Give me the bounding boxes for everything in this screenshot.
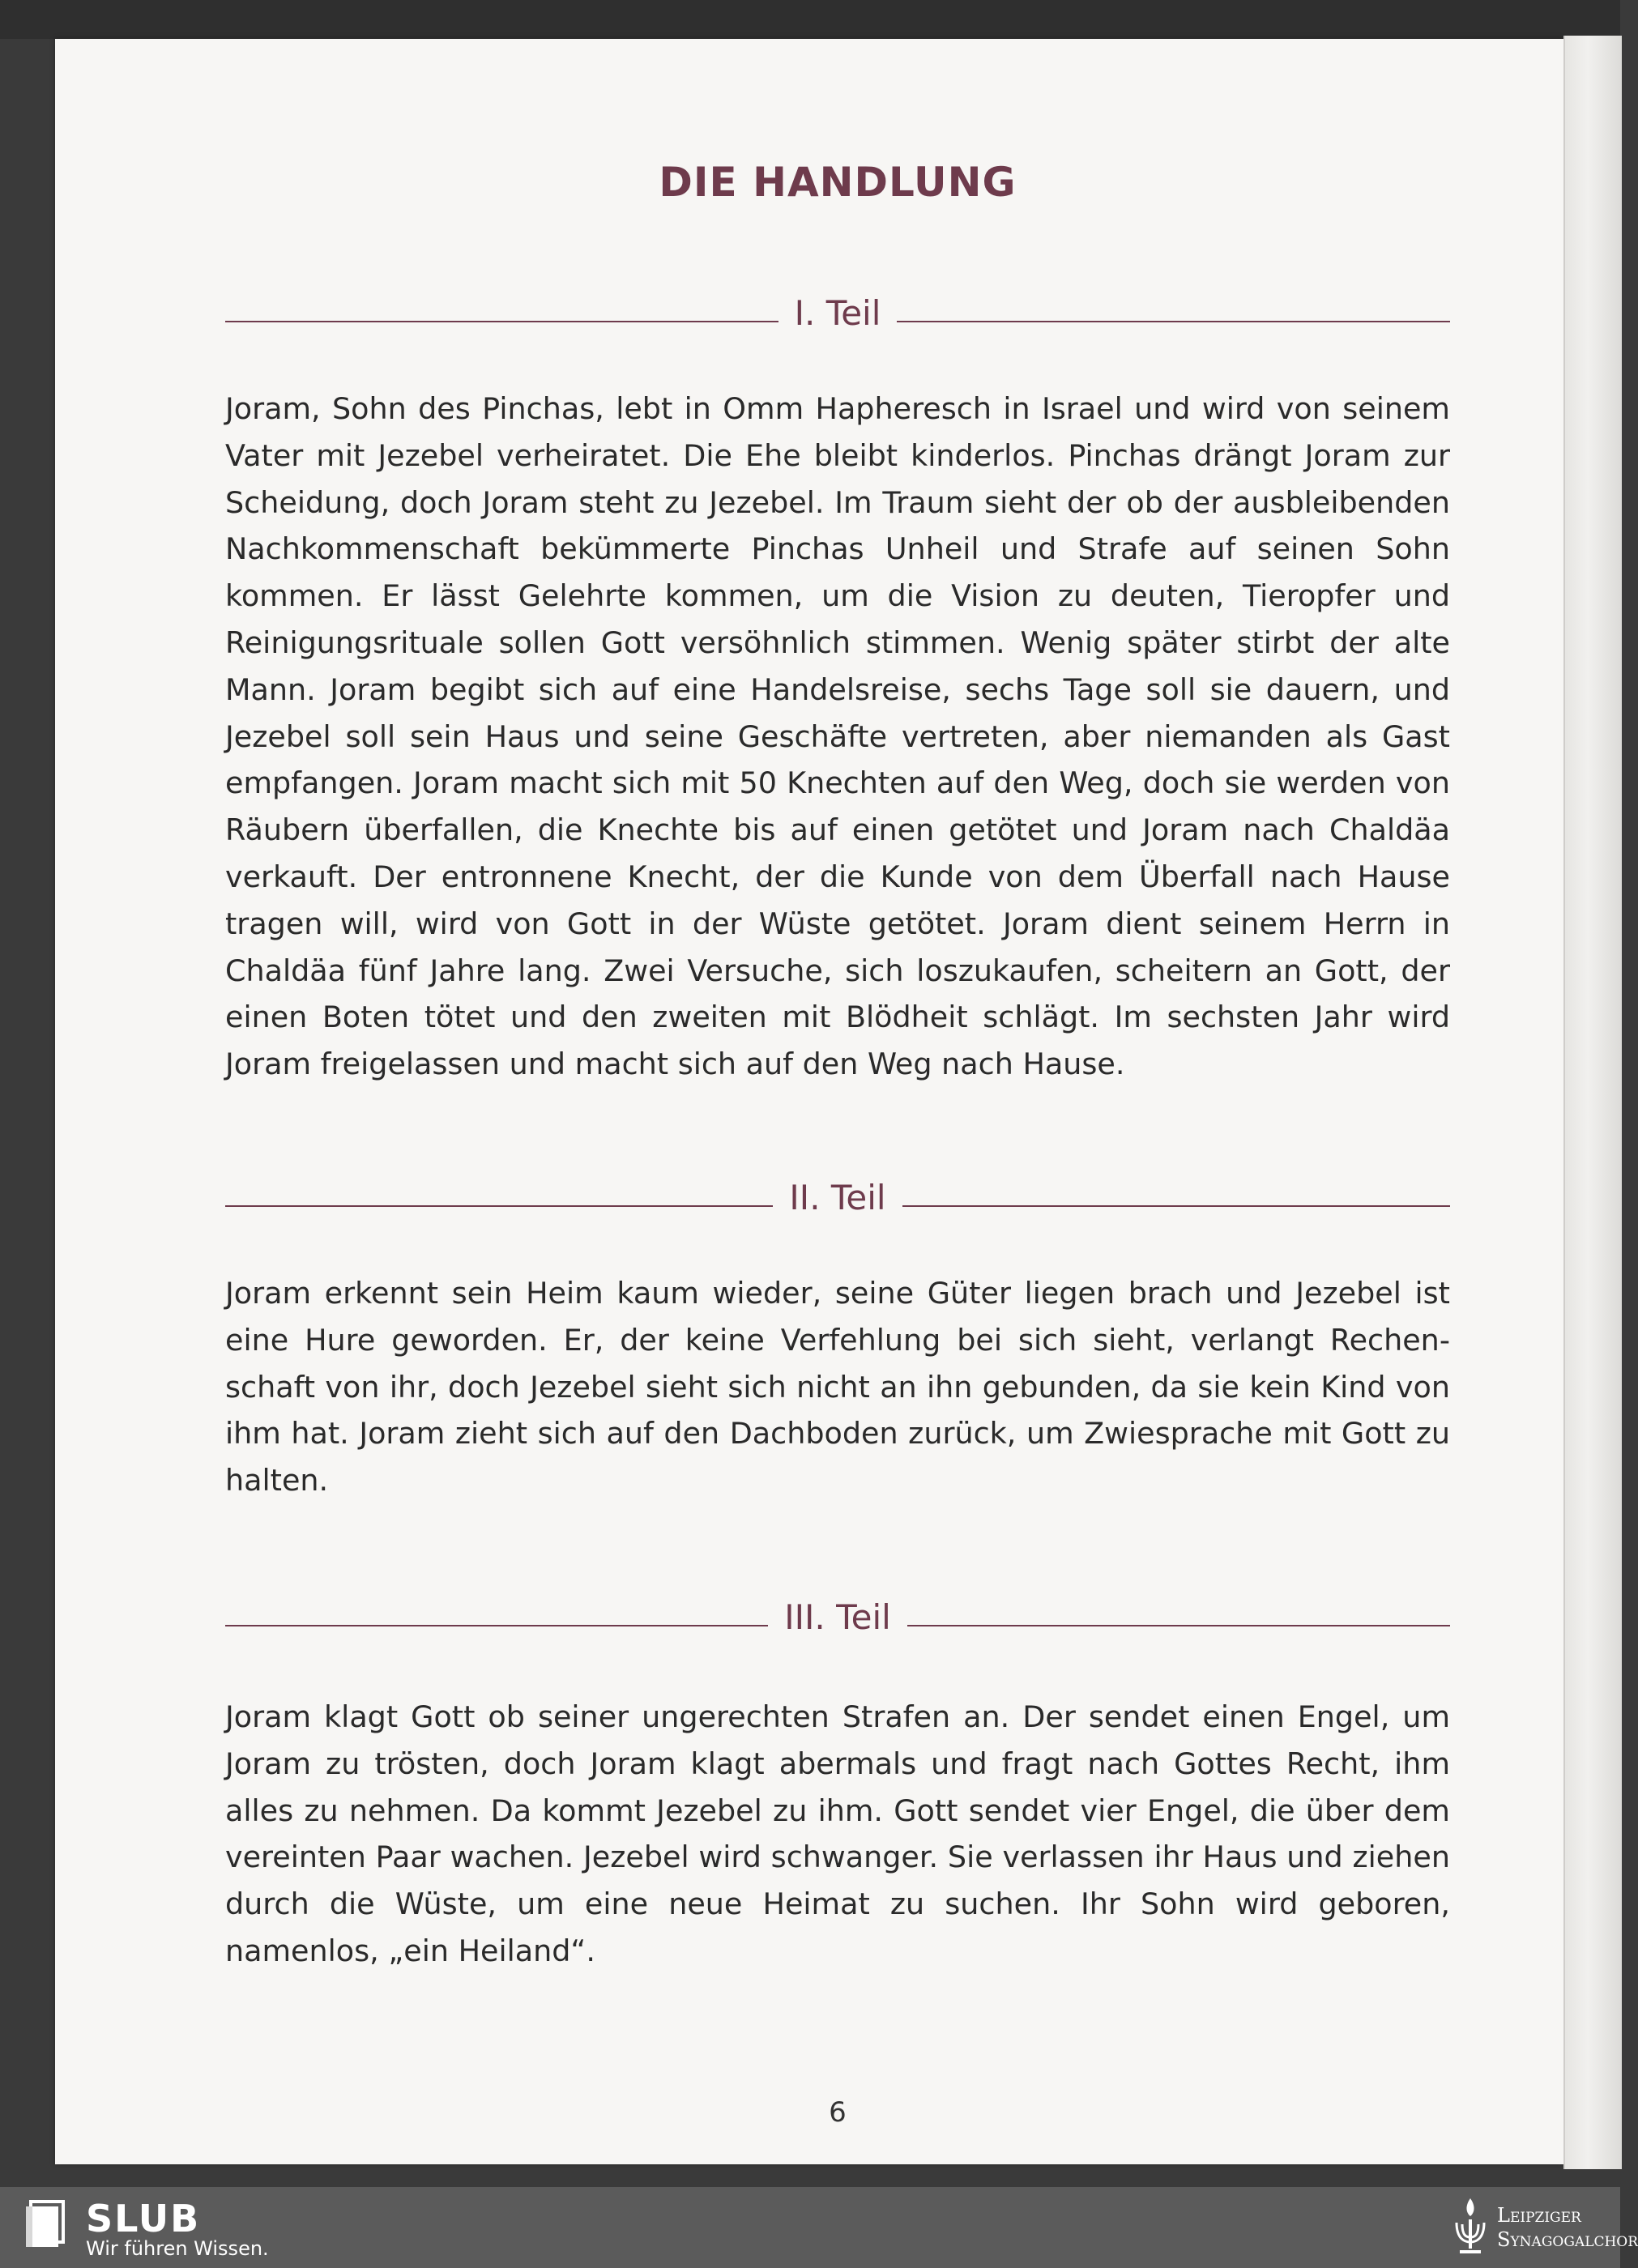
section-heading-label: II. Teil: [789, 1177, 886, 1217]
section-paragraph-1: Joram, Sohn des Pinchas, lebt in Omm Hapheresch in Israel und wird von seinem Vater mit Jezebel verheiratet. Die Ehe bleibt kinderlos. Pinchas drängt Joram zur Scheidung, doch Joram steht zu Jezebel. Im Traum sieht der ob der ausbleibenden Nachkommenschaft bekümmerte Pinchas Unheil und Strafe auf seinen Sohn kommen. Er lässt Gelehrte kommen, um die Vision zu deuten, Tieropfer und Reinigungsrituale sollen Gott versöhnlich stimmen. Wenig später stirbt der alte Mann. Joram begibt sich auf eine Handelsreise, sechs Tage soll sie dauern, und Jezebel soll sein Haus und seine Geschäfte vertreten, aber niemanden als Gast empfangen. Joram macht sich mit 50 Knechten auf den Weg, doch sie werden von Räubern überfallen, die Knechte bis auf einen getötet und Joram nach Chaldäa verkauft. Der entronnene Knecht, der die Kunde von dem Überfall nach Hause tragen will, wird von Gott in der Wüste getötet. Joram dient seinem Herrn in Chaldäa fünf Jahre lang. Zwei Versuche, sich loszukaufen, scheitern an Gott, der einen Boten tötet und den zweiten mit Blödheit schlägt. Im sechsten Jahr wird Joram freigelassen und macht sich auf den Weg nach Hause.: [225, 391, 1450, 1082]
next-page-edge: [1563, 36, 1622, 2169]
partner-name-line-2: Synagogalchor: [1497, 2228, 1638, 2251]
section-heading-label: III. Teil: [784, 1597, 891, 1637]
partner-name-line-1: Leipziger: [1497, 2204, 1581, 2227]
heading-rule-right: [897, 321, 1450, 322]
library-tagline: Wir führen Wissen.: [86, 2237, 269, 2260]
scan-background-top: [0, 0, 1620, 39]
partner-name: [1497, 2203, 1638, 2252]
page-number: 6: [829, 2096, 847, 2129]
viewer-footer: [0, 2187, 1638, 2268]
section-heading-2: [225, 1173, 1450, 1221]
section-paragraph-2: Joram erkennt sein Heim kaum wieder, seine Güter liegen brach und Jezebel ist eine Hure geworden. Er, der keine Verfehlung bei sich sieht, verlangt Rechenschaft von ihr, doch Jezebel sieht sich nicht an ihn gebunden, da sie kein Kind von ihm hat. Joram zieht sich auf den Dachboden zurück, um Zwiesprache mit Gott zu halten.: [225, 1276, 1450, 1498]
heading-rule-left: [225, 1625, 768, 1626]
section-heading-1: [225, 288, 1450, 337]
heading-rule-right: [902, 1205, 1450, 1207]
heading-rule-left: [225, 321, 778, 322]
heading-rule-left: [225, 1205, 773, 1207]
menorah-flame-icon: [1450, 2195, 1491, 2262]
library-name[interactable]: SLUB: [86, 2197, 201, 2240]
document-page: [55, 39, 1563, 2164]
section-heading-3: [225, 1592, 1450, 1641]
section-heading-label: I. Teil: [794, 292, 881, 333]
slub-book-icon[interactable]: [19, 2198, 68, 2250]
page-title: DIE HANDLUNG: [659, 159, 1017, 206]
heading-rule-right: [907, 1625, 1450, 1626]
section-paragraph-3: Joram klagt Gott ob seiner ungerechten Strafen an. Der sendet einen Engel, um Joram zu trösten, doch Joram klagt abermals und fragt nach Gottes Recht, ihm alles zu nehmen. Da kommt Jezebel zu ihm. Gott sendet vier Engel, die über dem vereinten Paar wachen. Jezebel wird schwanger. Sie verlassen ihr Haus und ziehen durch die Wüste, um eine neue Heimat zu suchen. Ihr Sohn wird geboren, namenlos, „ein Heiland“.: [225, 1699, 1450, 1968]
